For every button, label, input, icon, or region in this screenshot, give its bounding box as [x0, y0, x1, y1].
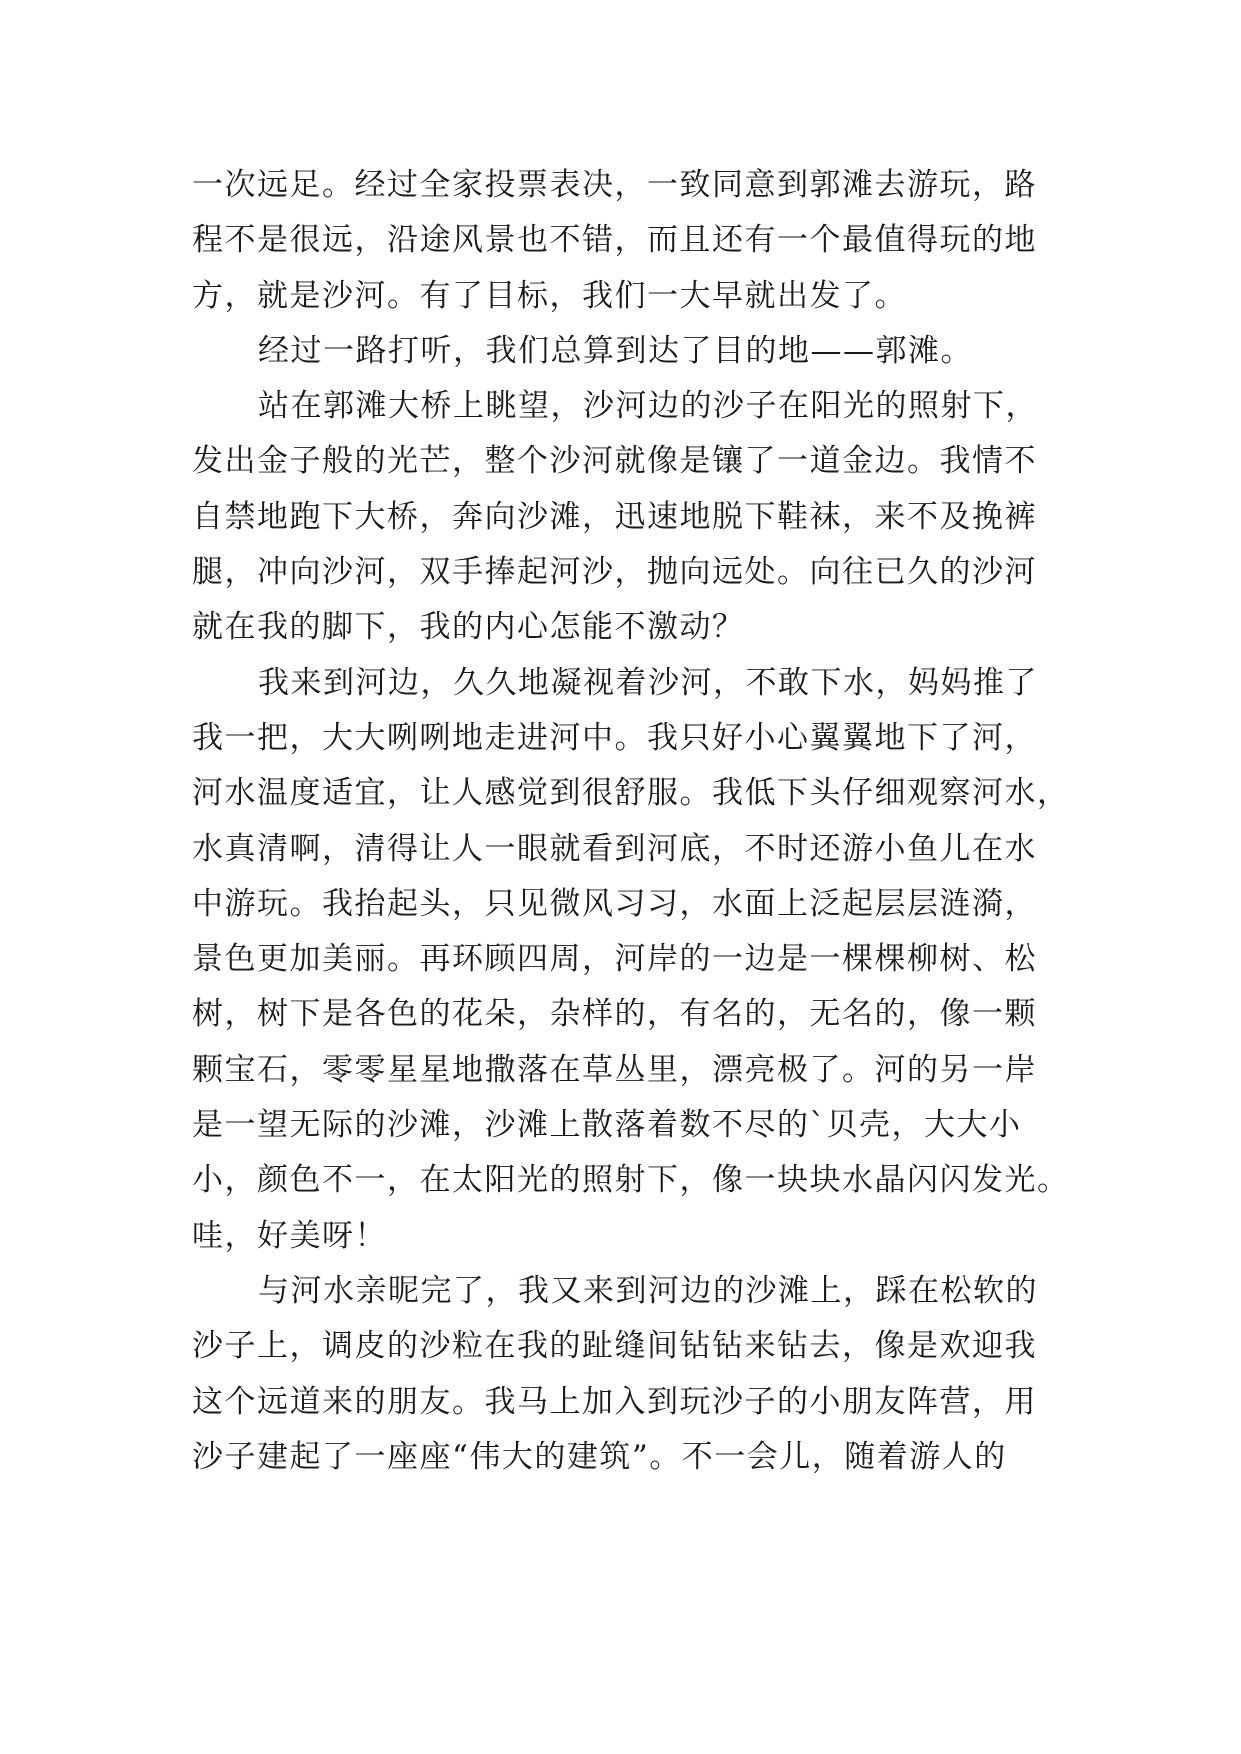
document-body [192, 158, 1070, 1485]
text-line: 就在我的脚下，我的内心怎能不激动？ [192, 609, 745, 646]
text-line: 我来到河边，久久地凝视着沙河，不敢下水，妈妈推了 [258, 664, 1038, 701]
text-line: 是一望无际的沙滩，沙滩上散落着数不尽的`贝壳，大大小 [192, 1107, 1022, 1144]
text-line: 腿，冲向沙河，双手捧起河沙，抛向远处。向往已久的沙河 [192, 554, 1037, 591]
text-line: 这个远道来的朋友。我马上加入到玩沙子的小朋友阵营，用 [192, 1383, 1037, 1420]
text-line: 与河水亲昵完了，我又来到河边的沙滩上，踩在松软的 [258, 1272, 1038, 1309]
text-line: 树，树下是各色的花朵，杂样的，有名的，无名的，像一颗 [192, 996, 1037, 1033]
text-line: 自禁地跑下大桥，奔向沙滩，迅速地脱下鞋袜，来不及挽裤 [192, 498, 1037, 535]
text-line: 哇，好美呀！ [192, 1217, 387, 1254]
text-line: 小，颜色不一，在太阳光的照射下，像一块块水晶闪闪发光。 [192, 1162, 1070, 1199]
text-line: 我一把，大大咧咧地走进河中。我只好小心翼翼地下了河， [192, 719, 1037, 756]
text-line: 水真清啊，清得让人一眼就看到河底，不时还游小鱼儿在水 [192, 830, 1037, 867]
text-line: 站在郭滩大桥上眺望，沙河边的沙子在阳光的照射下， [258, 388, 1038, 425]
text-line: 沙子建起了一座座“伟大的建筑”。不一会儿，随着游人的 [192, 1438, 1007, 1475]
text-line: 发出金子般的光芒，整个沙河就像是镶了一道金边。我情不 [192, 443, 1037, 480]
text-line: 沙子上，调皮的沙粒在我的趾缝间钻钻来钻去，像是欢迎我 [192, 1328, 1037, 1365]
text-line: 景色更加美丽。再环顾四周，河岸的一边是一棵棵柳树、松 [192, 941, 1037, 978]
text-line: 经过一路打听，我们总算到达了目的地——郭滩。 [258, 332, 973, 369]
text-line: 程不是很远，沿途风景也不错，而且还有一个最值得玩的地 [192, 222, 1037, 259]
text-line: 方，就是沙河。有了目标，我们一大早就出发了。 [192, 277, 907, 314]
text-line: 河水温度适宜，让人感觉到很舒服。我低下头仔细观察河水， [192, 775, 1070, 812]
text-line: 中游玩。我抬起头，只见微风习习，水面上泛起层层涟漪， [192, 885, 1037, 922]
text-line: 一次远足。经过全家投票表决，一致同意到郭滩去游玩，路 [192, 167, 1037, 203]
text-line: 颗宝石，零零星星地撒落在草丛里，漂亮极了。河的另一岸 [192, 1051, 1037, 1088]
